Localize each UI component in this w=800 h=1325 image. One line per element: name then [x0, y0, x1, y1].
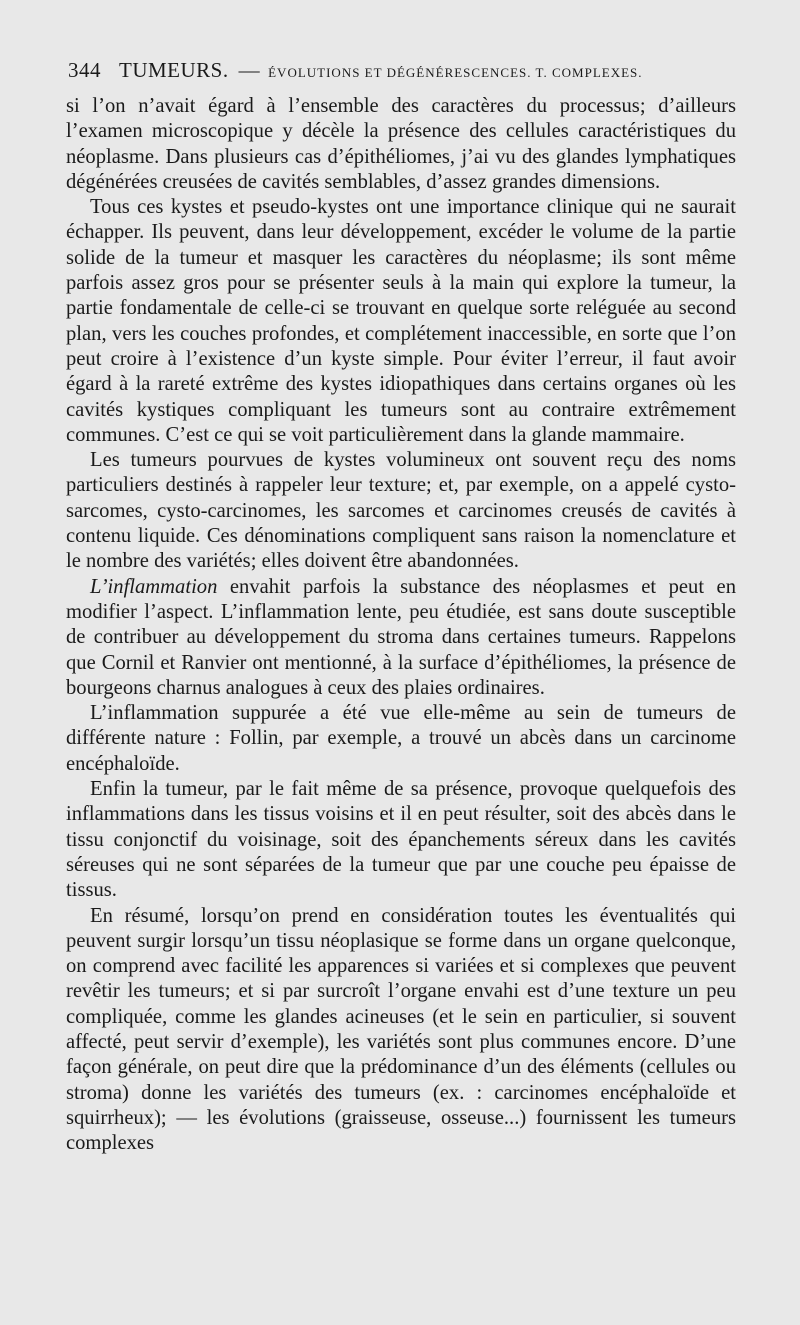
paragraph-1: si l’on n’avait égard à l’ensemble des caractères du processus; d’ailleurs l’examen microscopique y décèle la présence des cellules caractéristiques du néoplasme. Dans plusieurs cas d’épithéliomes, j’ai vu des glandes lymphatiques dégénérées creusées de cavités semblables, d’assez grandes dimensions. — [66, 95, 736, 193]
running-header — [68, 58, 740, 86]
paragraph-4-text: envahit parfois la substance des néoplasmes et peut en modifier l’aspect. L’inflammation lente, peu étudiée, est sans doute susceptible de contribuer au développement du stroma dans certaines tumeurs. Rappelons que Cornil et Ranvier ont mentionné, à la surface d’épithéliomes, la présence de bourgeons charnus analogues à ceux des plaies ordinaires. — [66, 575, 736, 699]
paragraph-6: Enfin la tumeur, par le fait même de sa présence, provoque quelquefois des inflammations dans les tissus voisins et il en peut résulter, soit des abcès dans le tissu conjonctif du voisinage, soit des épanchements séreux dans les cavités séreuses qui ne sont séparées de la tumeur que par une couche peu épaisse de tissus. — [66, 778, 736, 902]
paragraph-4 — [66, 575, 736, 701]
header-dash: — — [238, 58, 261, 82]
body-text — [66, 94, 736, 1156]
page-number: 344 — [68, 58, 101, 82]
running-subtitle: ÉVOLUTIONS ET DÉGÉNÉRESCENCES. T. COMPLEXES. — [268, 65, 643, 80]
paragraph-5: L’inflammation suppurée a été vue elle-même au sein de tumeurs de différente nature : Follin, par exemple, a trouvé un abcès dans un carcinome encéphaloïde. — [66, 702, 736, 775]
paragraph-3: Les tumeurs pourvues de kystes volumineux ont souvent reçu des noms particuliers destinés à rappeler leur texture; et, par exemple, on a appelé cysto-sarcomes, cysto-carcinomes, les sarcomes et carcinomes creusés de cavités à contenu liquide. Ces dénominations compliquent sans raison la nomenclature et le nombre des variétés; elles doivent être abandonnées. — [66, 449, 736, 573]
paragraph-2: Tous ces kystes et pseudo-kystes ont une importance clinique qui ne saurait échapper. Ils peuvent, dans leur développement, excéder le volume de la partie solide de la tumeur et masquer les caractères du néoplasme; ils sont même parfois assez gros pour se présenter seuls à la main qui explore la tumeur, la partie fondamentale de celle-ci se trouvant en quelque sorte reléguée au second plan, vers les couches profondes, et complétement inaccessible, en sorte que l’on peut croire à l’existence d’un kyste simple. Pour éviter l’erreur, il faut avoir égard à la rareté extrême des kystes idiopathiques dans certains organes où les cavités kystiques compliquant les tumeurs sont au contraire extrêmement communes. C’est ce qui se voit particulièrement dans la glande mammaire. — [66, 196, 736, 446]
italic-term: L’inflammation — [90, 575, 218, 598]
paragraph-7: En résumé, lorsqu’on prend en considération toutes les éventualités qui peuvent surgir lorsqu’un tissu néoplasique se forme dans un organe quelconque, on comprend avec facilité les apparences si variées et si complexes que peuvent revêtir les tumeurs; et si par surcroît l’organe envahi est d’une texture un peu compliquée, comme les glandes acineuses (et le sein en particulier, si souvent affecté, peut servir d’exemple), les variétés sont plus communes encore. D’une façon générale, on peut dire que la prédominance d’un des éléments (cellules ou stroma) donne les variétés des tumeurs (ex. : carcinomes encéphaloïde et squirrheux); — les évolutions (graisseuse, osseuse...) fournissent les tumeurs complexes — [66, 904, 736, 1155]
running-title: TUMEURS. — [119, 58, 229, 82]
